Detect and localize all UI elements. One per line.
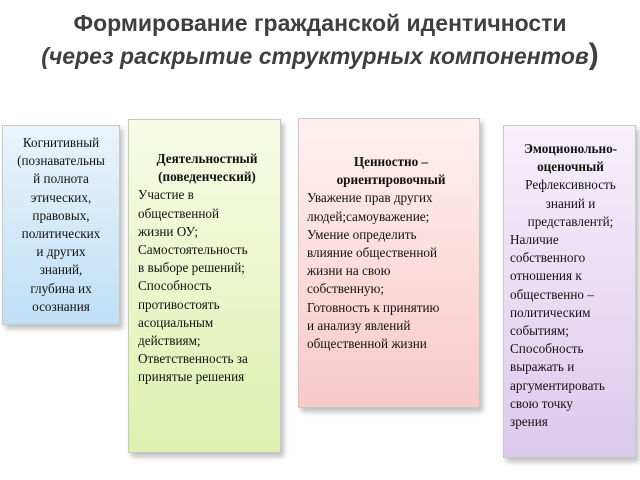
card-line: действиям; [138,333,201,349]
card-value-orientation [298,118,480,408]
card-line: Участие в [138,187,194,203]
card-subheading: Рефлексивность [525,177,616,193]
card-subheading: представлентй; [527,213,614,229]
card-line: в выборе решений; [138,260,245,276]
card-line: собственного [510,250,586,266]
card-line: свою точку [510,395,574,411]
card-line: асоциальным [138,314,214,330]
card-line: зрения [510,414,548,430]
card-line: принятые решения [138,369,245,385]
card-line: Самостоятельность [138,242,248,258]
card-line: знаний, [39,262,83,278]
card-line: отношения к [510,268,582,284]
card-line: Умение определить [307,226,417,242]
card-line: Когнитивный [22,135,100,150]
card-emotional-evaluative [503,125,636,458]
card-line: Уважение прав других [307,190,433,206]
slide-title [0,8,640,73]
card-line: Готовность к принятию [307,299,440,315]
title-line-2 [0,38,640,73]
card-activity [128,119,281,453]
card-line: Способность [138,278,212,294]
card-line: осознания [32,298,90,314]
card-line: Наличие [510,232,559,248]
card-line: и других [36,244,86,260]
card-heading: Деятельностный [156,151,258,166]
card-heading: оценочный [537,159,604,175]
card-line: выражать и [510,359,575,375]
title-line-1: Формирование гражданской идентичности [73,10,567,36]
card-line: глубина их [30,280,92,296]
title-line-2-text: через раскрытие структурных компонентов [48,43,589,69]
card-line: жизни на свою [307,263,391,279]
card-subheading: знаний и [545,195,596,211]
card-line: этических, [30,189,92,205]
card-heading: Ценностно – [353,154,429,169]
card-line: общественно – [510,286,594,302]
card-line: собственную; [307,281,384,297]
card-line: и анализу явлений [307,317,411,333]
title-paren-close: ) [588,38,599,71]
card-line: (познавательны [17,153,105,169]
card-cognitive [2,125,120,325]
card-line: общественной жизни [307,336,427,352]
card-line: общественной [138,205,220,221]
card-heading: Эмоционольно- [523,141,618,156]
card-line: Ответственность за [138,351,248,367]
card-line: событиям; [510,323,569,339]
card-heading: (поведенческий) [158,169,256,185]
card-line: Способность [510,341,584,357]
card-line: политических [21,226,101,242]
card-line: людей;самоуважение; [307,208,430,224]
card-line: политическим [510,304,591,320]
card-line: влияние общественной [307,245,438,261]
card-line: правовых, [32,207,90,223]
card-heading: ориентировочный [336,172,446,188]
title-paren-open: ( [41,43,49,69]
card-line: противостоять [138,296,220,312]
card-line: жизни ОУ; [138,223,199,239]
card-line: аргументировать [510,377,605,393]
card-line: й полнота [33,171,89,187]
